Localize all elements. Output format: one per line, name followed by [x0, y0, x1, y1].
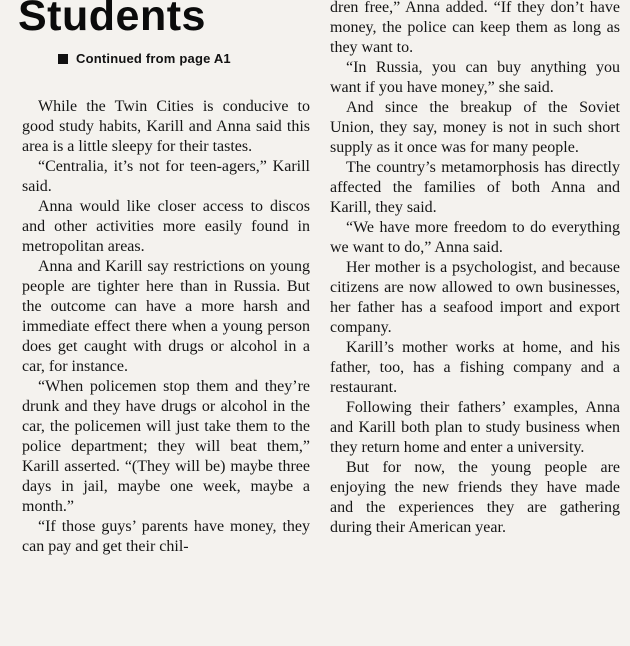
paragraph: “When policemen stop them and they’re drunk and they have drugs or alcohol in the car, the policemen will just take them to the police department; they will beat them,” Karill asserted. “(They will be) maybe three days in jail, maybe one week, maybe a month.” [22, 378, 310, 515]
paragraph: Karill’s mother works at home, and his father, too, has a fishing company and a restaurant. [330, 339, 620, 396]
paragraph: “Centralia, it’s not for teen-agers,” Karill said. [22, 158, 310, 195]
left-column [18, 0, 310, 557]
right-column [330, 0, 620, 538]
headline: Students [18, 0, 206, 40]
paragraph: “If those guys’ parents have money, they can pay and get their chil- [22, 518, 310, 555]
paragraph: Her mother is a psychologist, and because citizens are now allowed to own businesses, her father has a seafood import and export company. [330, 259, 620, 336]
paragraph: But for now, the young people are enjoying the new friends they have made and the experiences they are gathering during their American year. [330, 459, 620, 536]
jump-line-text: Continued from page A1 [76, 51, 231, 66]
paragraph: Anna and Karill say restrictions on young people are tighter here than in Russia. But the outcome can have a more harsh and immediate effect there when a young person does get caught with drugs or alcohol in a car, for instance. [22, 258, 310, 375]
paragraph: “In Russia, you can buy anything you want if you have money,” she said. [330, 59, 620, 96]
jump-line [58, 51, 310, 67]
paragraph-continuation: dren free,” Anna added. “If they don’t have money, the police can keep them as long as they want to. [330, 0, 620, 56]
paragraph: “We have more freedom to do everything we want to do,” Anna said. [330, 219, 620, 256]
paragraph: The country’s metamorphosis has directly affected the families of both Anna and Karill, they said. [330, 159, 620, 216]
paragraph: While the Twin Cities is conducive to good study habits, Karill and Anna said this area is a little sleepy for their tastes. [22, 98, 310, 155]
paragraph: And since the breakup of the Soviet Union, they say, money is not in such short supply as it once was for many people. [330, 99, 620, 156]
paragraph: Following their fathers’ examples, Anna and Karill both plan to study business when they return home and enter a university. [330, 399, 620, 456]
square-bullet-icon [58, 54, 68, 64]
paragraph: Anna would like closer access to discos and other activities more easily found in metropolitan areas. [22, 198, 310, 255]
